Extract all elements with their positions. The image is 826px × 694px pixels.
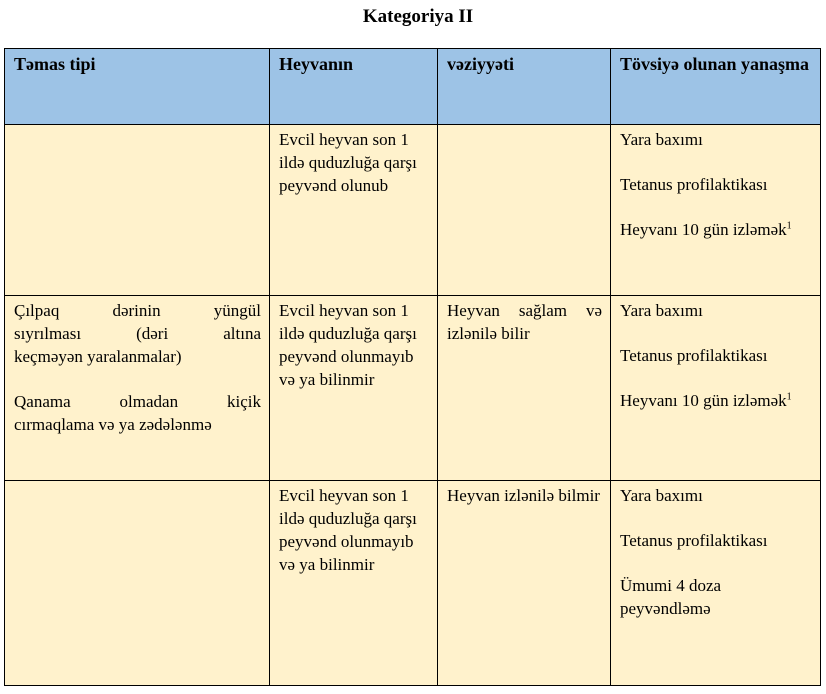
footnote-mark: 1 [786, 391, 792, 403]
approach-item: Tetanus profilaktikası [620, 346, 768, 365]
cell-animal: Evcil heyvan son 1 ildə quduzluğa qarşı peyvənd olunub [270, 125, 438, 296]
header-recommended-approach: Tövsiyə olunan yanaşma [611, 49, 821, 125]
page-title: Kategoriya II [362, 6, 474, 27]
cell-contact-type [5, 481, 270, 686]
header-state: vəziyyəti [438, 49, 611, 125]
cell-approach [611, 296, 821, 481]
cell-state: Heyvan izlənilə bilmir [438, 481, 611, 686]
cell-contact-type [5, 296, 270, 481]
cell-animal: Evcil heyvan son 1 ildə quduzluğa qarşı peyvənd olunmayıb və ya bilinmir [270, 296, 438, 481]
header-animal: Heyvanın [270, 49, 438, 125]
contact-line: cırmaqlama və ya zədələnmə [14, 415, 212, 434]
approach-item: Yara baxımı [620, 301, 703, 320]
approach-item: Tetanus profilaktikası [620, 531, 768, 550]
approach-item: Yara baxımı [620, 486, 703, 505]
footnote-mark: 1 [786, 220, 792, 232]
contact-line: Çılpaq dərinin yüngül [14, 301, 261, 320]
contact-line: sıyrılması (dəri altına [14, 324, 261, 343]
contact-description [14, 299, 261, 368]
cell-state: Heyvan sağlam və izlənilə bilir [438, 296, 611, 481]
table-header-row [5, 49, 821, 125]
approach-item: Heyvanı 10 gün izləmək$^1$ [620, 391, 792, 410]
table-row [5, 296, 821, 481]
cell-contact-type [5, 125, 270, 296]
contact-line: Qanama olmadan kiçik [14, 392, 261, 411]
category-table [4, 48, 821, 686]
cell-state [438, 125, 611, 296]
approach-item: Heyvanı 10 gün izləmək$^1$ [620, 220, 792, 239]
table-row [5, 125, 821, 296]
header-contact-type: Təmas tipi [5, 49, 270, 125]
cell-approach [611, 125, 821, 296]
cell-animal: Evcil heyvan son 1 ildə quduzluğa qarşı peyvənd olunmayıb və ya bilinmir [270, 481, 438, 686]
approach-item: Tetanus profilaktikası [620, 175, 768, 194]
contact-description [14, 390, 261, 436]
approach-item: Ümumi 4 doza peyvəndləmə [620, 576, 722, 618]
cell-approach [611, 481, 821, 686]
contact-line: keçməyən yaralanmalar) [14, 347, 182, 366]
approach-item: Yara baxımı [620, 130, 703, 149]
table-row [5, 481, 821, 686]
